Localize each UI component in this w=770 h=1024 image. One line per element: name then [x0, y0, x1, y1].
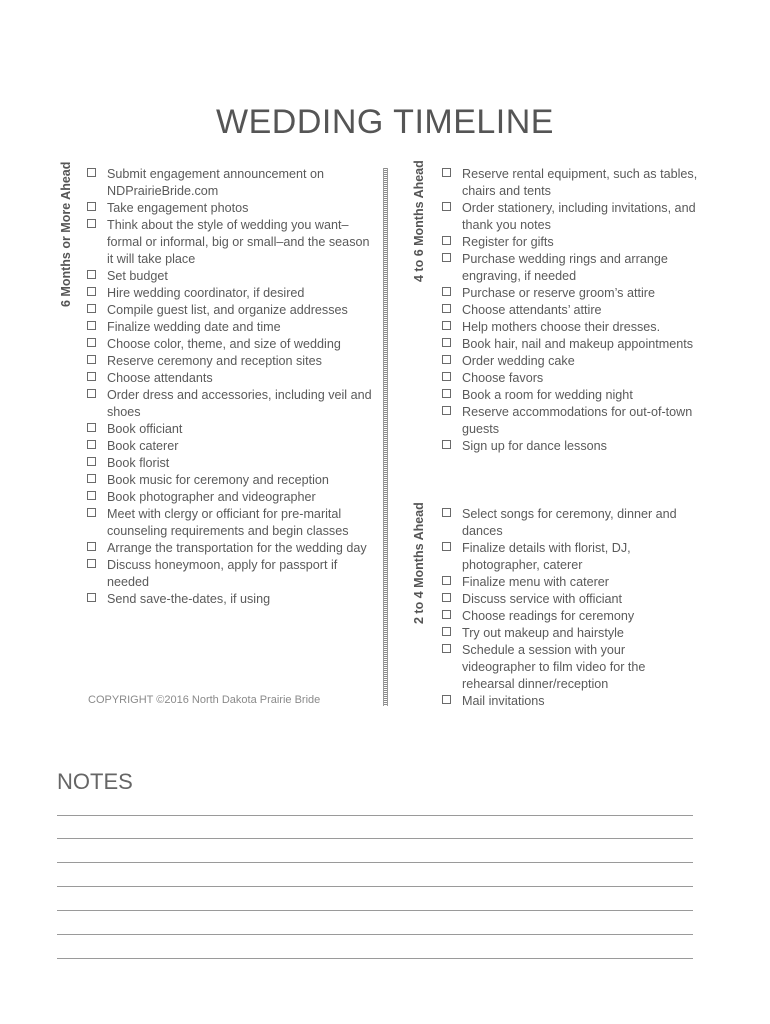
page-title: WEDDING TIMELINE [216, 103, 554, 141]
checklist-item-label: Book a room for wedding night [462, 388, 633, 402]
checkbox[interactable] [442, 542, 451, 551]
checklist-item [442, 166, 702, 200]
checklist-item-label: Book caterer [107, 439, 179, 453]
note-line [57, 934, 693, 935]
checkbox[interactable] [442, 610, 451, 619]
checklist-item [87, 200, 372, 217]
checklist-item [87, 387, 372, 421]
checkbox[interactable] [442, 355, 451, 364]
checklist-item [442, 642, 697, 693]
checklist-item [87, 489, 372, 506]
checklist-item-label: Submit engagement announcement on NDPrairieBride.com [107, 167, 325, 198]
checkbox[interactable] [442, 576, 451, 585]
checkbox[interactable] [442, 593, 451, 602]
checklist-item [442, 591, 697, 608]
checklist-item [442, 370, 702, 387]
checkbox[interactable] [442, 287, 451, 296]
checklist-item-label: Choose color, theme, and size of wedding [107, 337, 341, 351]
checkbox[interactable] [442, 627, 451, 636]
checklist-item-label: Order stationery, including invitations, and thank you notes [462, 201, 696, 232]
checkbox[interactable] [442, 372, 451, 381]
checklist-item [87, 421, 372, 438]
checkbox[interactable] [442, 304, 451, 313]
checklist-item-label: Book florist [107, 456, 170, 470]
checklist-item-label: Purchase wedding rings and arrange engraving, if needed [462, 252, 668, 283]
checkbox[interactable] [87, 423, 96, 432]
checklist-item-label: Finalize details with florist, DJ, photographer, caterer [462, 541, 631, 572]
checklist-item [87, 591, 372, 608]
checklist-item [87, 540, 372, 557]
checklist-item [87, 370, 372, 387]
checklist-item-label: Finalize menu with caterer [462, 575, 609, 589]
checklist-item [87, 438, 372, 455]
checklist-item-label: Compile guest list, and organize addresses [107, 303, 348, 317]
checkbox[interactable] [442, 508, 451, 517]
checklist-item [87, 353, 372, 370]
checklist-item-label: Set budget [107, 269, 168, 283]
checklist-item-label: Book music for ceremony and reception [107, 473, 329, 487]
checklist-item [442, 540, 697, 574]
checkbox[interactable] [87, 491, 96, 500]
checklist-item [442, 200, 702, 234]
checklist-item-label: Discuss honeymoon, apply for passport if needed [107, 558, 338, 589]
checkbox[interactable] [87, 304, 96, 313]
checklist-item-label: Discuss service with officiant [462, 592, 623, 606]
checklist-item [442, 285, 702, 302]
section-label-2-4-months: 2 to 4 Months Ahead [412, 502, 426, 624]
checkbox[interactable] [442, 644, 451, 653]
checklist-item-label: Schedule a session with your videographer to film video for the rehearsal dinner/reception [462, 643, 646, 691]
note-line [57, 862, 693, 863]
checklist-item-label: Order wedding cake [462, 354, 575, 368]
checkbox[interactable] [87, 287, 96, 296]
checklist-item [442, 404, 702, 438]
checklist-item [442, 625, 697, 642]
checkbox[interactable] [442, 253, 451, 262]
checkbox[interactable] [87, 321, 96, 330]
checkbox[interactable] [442, 695, 451, 704]
checkbox[interactable] [87, 168, 96, 177]
checklist-item-label: Book photographer and videographer [107, 490, 316, 504]
checklist-item-label: Reserve rental equipment, such as tables, chairs and tents [462, 167, 698, 198]
checkbox[interactable] [442, 168, 451, 177]
checklist-item [442, 506, 697, 540]
checkbox[interactable] [87, 508, 96, 517]
checklist-item-label: Mail invitations [462, 694, 545, 708]
checklist-item [87, 472, 372, 489]
checkbox[interactable] [442, 389, 451, 398]
checkbox[interactable] [87, 202, 96, 211]
checklist-item-label: Reserve ceremony and reception sites [107, 354, 322, 368]
checklist-item [442, 353, 702, 370]
checklist-item-label: Choose attendants’ attire [462, 303, 602, 317]
checklist-item-label: Choose favors [462, 371, 544, 385]
checklist-item [87, 455, 372, 472]
checklist-item [87, 336, 372, 353]
checklist-item-label: Select songs for ceremony, dinner and dances [462, 507, 677, 538]
note-line [57, 886, 693, 887]
checkbox[interactable] [442, 406, 451, 415]
column-divider [383, 168, 388, 706]
checkbox[interactable] [87, 372, 96, 381]
checklist-item-label: Send save-the-dates, if using [107, 592, 271, 606]
checkbox[interactable] [442, 321, 451, 330]
checklist-item [442, 302, 702, 319]
checklist-item [442, 234, 702, 251]
checkbox[interactable] [87, 457, 96, 466]
copyright-text: COPYRIGHT ©2016 North Dakota Prairie Bride [88, 694, 321, 706]
checkbox[interactable] [442, 202, 451, 211]
checklist-item [87, 506, 372, 540]
checkbox[interactable] [442, 338, 451, 347]
checklist-item-label: Register for gifts [462, 235, 554, 249]
note-line [57, 910, 693, 911]
checklist-item-label: Arrange the transportation for the wedding day [107, 541, 367, 555]
checklist-item-label: Sign up for dance lessons [462, 439, 607, 453]
checklist-item [442, 387, 702, 404]
checkbox[interactable] [87, 389, 96, 398]
notes-title: NOTES [57, 769, 133, 794]
checklist-item-label: Meet with clergy or officiant for pre-marital counseling requirements and begin classes [107, 507, 349, 538]
checklist-item [87, 319, 372, 336]
checkbox[interactable] [442, 236, 451, 245]
checklist-item-label: Book officiant [107, 422, 183, 436]
checkbox[interactable] [87, 593, 96, 602]
checkbox[interactable] [87, 559, 96, 568]
checklist-item [442, 608, 697, 625]
checklist-item [442, 438, 702, 455]
checklist-item [87, 217, 372, 268]
checklist-6-months [87, 166, 372, 608]
checklist-item [87, 285, 372, 302]
checklist-item-label: Choose readings for ceremony [462, 609, 635, 623]
note-line [57, 815, 693, 816]
checklist-item [442, 251, 702, 285]
checkbox[interactable] [87, 338, 96, 347]
note-line [57, 958, 693, 959]
checklist-item [442, 319, 702, 336]
checklist-item [442, 693, 697, 710]
checkbox[interactable] [87, 270, 96, 279]
checklist-item [442, 336, 702, 353]
checklist-item-label: Finalize wedding date and time [107, 320, 281, 334]
checklist-item-label: Book hair, nail and makeup appointments [462, 337, 694, 351]
checklist-item-label: Help mothers choose their dresses. [462, 320, 661, 334]
checklist-item-label: Choose attendants [107, 371, 213, 385]
checklist-item [87, 302, 372, 319]
section-label-4-6-months: 4 to 6 Months Ahead [412, 160, 426, 282]
checklist-item-label: Order dress and accessories, including veil and shoes [107, 388, 372, 419]
checklist-item [442, 574, 697, 591]
section-label-6-months: 6 Months or More Ahead [59, 161, 73, 307]
checklist-item-label: Purchase or reserve groom’s attire [462, 286, 655, 300]
checklist-item-label: Hire wedding coordinator, if desired [107, 286, 305, 300]
checklist-2-4-months [442, 506, 697, 710]
checklist-item-label: Try out makeup and hairstyle [462, 626, 624, 640]
checkbox[interactable] [87, 542, 96, 551]
checklist-item-label: Think about the style of wedding you want–formal or informal, big or small–and the season it will take place [107, 218, 370, 266]
checklist-item [87, 166, 372, 200]
checkbox[interactable] [87, 440, 96, 449]
note-line [57, 838, 693, 839]
checkbox[interactable] [87, 474, 96, 483]
checkbox[interactable] [442, 440, 451, 449]
checklist-4-6-months [442, 166, 702, 455]
checkbox[interactable] [87, 219, 96, 228]
checklist-item-label: Take engagement photos [107, 201, 249, 215]
checkbox[interactable] [87, 355, 96, 364]
checklist-item [87, 268, 372, 285]
checklist-item-label: Reserve accommodations for out-of-town guests [462, 405, 693, 436]
checklist-item [87, 557, 372, 591]
